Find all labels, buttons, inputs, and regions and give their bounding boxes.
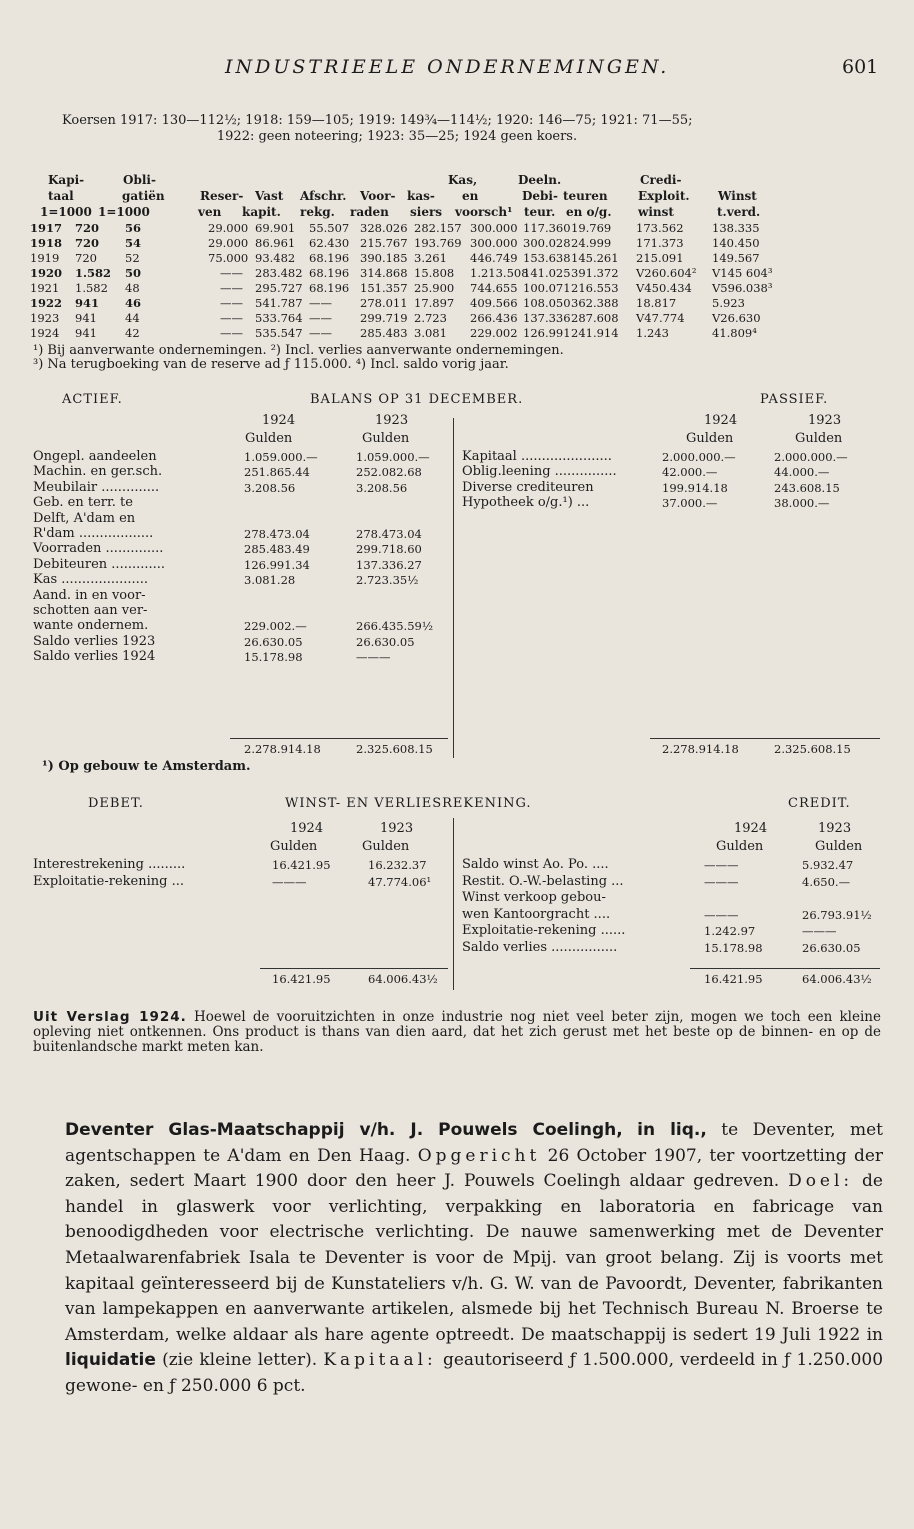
- stats-header-cell: Afschr.: [300, 189, 347, 203]
- stats-cell-voor: 299.719: [360, 311, 408, 325]
- stats-row: [30, 221, 880, 236]
- balans-separator: [453, 418, 454, 758]
- balans-passief-value-1924: 42.000.—: [662, 465, 718, 480]
- winst-debet-total: 16.421.95: [272, 972, 331, 986]
- stats-header-cell: Kapi-: [48, 173, 85, 187]
- stats-cell-deeln: 744.655: [470, 281, 518, 295]
- stats-cell-year: 1920: [30, 266, 63, 280]
- winst-credit-value-1923: 26.630.05: [802, 940, 861, 955]
- balans-actief-value-1923: 278.473.04: [356, 527, 422, 541]
- balans-actief-label: Ongepl. aandeelen: [33, 449, 157, 464]
- stats-cell-winst: 140.450: [712, 236, 760, 250]
- stats-cell-deeln: 300.000: [470, 236, 518, 250]
- company-name: Deventer Glas-Maatschappij v/h. J. Pouwels Coelingh,: [65, 1120, 623, 1140]
- stats-cell-afs: 68.196: [309, 281, 350, 295]
- stats-cell-kas: 25.900: [414, 281, 455, 295]
- stats-header-cell: Winst: [718, 189, 757, 203]
- verslag-lead: Uit Verslag 1924.: [33, 1009, 187, 1025]
- stats-cell-voor: 328.026: [360, 221, 408, 235]
- balans-actief-value-1923: 2.723.35½: [356, 573, 419, 588]
- balans-actief-value-1924: 229.002.—: [244, 619, 307, 634]
- stats-header-cell: Reser-: [200, 189, 244, 203]
- debet-year-1923: 1923: [380, 821, 414, 836]
- stats-cell-vast: 295.727: [255, 281, 303, 295]
- stats-cell-cred: 241.914: [571, 326, 619, 340]
- stats-cell-vast: 533.764: [255, 311, 303, 325]
- winst-debet-value-1923: 47.774.06¹: [368, 875, 432, 889]
- stats-cell-vast: 535.547: [255, 326, 303, 340]
- stats-cell-res: ——: [220, 266, 243, 280]
- winst-debet-label: Interestrekening .........: [33, 857, 186, 872]
- stats-cell-obl: 54: [125, 236, 142, 250]
- actief-unit-1923: Gulden: [362, 431, 410, 446]
- deventer-text-4: (zie kleine letter).: [162, 1350, 318, 1371]
- balans-passief-value-1924: 199.914.18: [662, 480, 728, 495]
- stats-cell-deb: 137.336: [523, 311, 571, 325]
- stats-header-row: [30, 173, 880, 189]
- stats-cell-deb: 117.360: [523, 221, 571, 235]
- stats-cell-deeln: 409.566: [470, 296, 518, 310]
- stats-cell-cred: 24.999: [571, 236, 612, 250]
- balans-title: BALANS OP 31 DECEMBER.: [310, 392, 524, 407]
- winst-credit-label: wen Kantoorgracht ....: [462, 906, 611, 922]
- stats-cell-cred: 362.388: [571, 296, 619, 310]
- stats-cell-res: ——: [220, 296, 243, 310]
- stats-table: [30, 173, 880, 341]
- stats-cell-res: ——: [220, 326, 243, 340]
- credit-year-1924: 1924: [734, 821, 768, 836]
- stats-header-cell: raden: [350, 205, 389, 219]
- balans-actief-value-1923: 26.630.05: [356, 634, 415, 649]
- stats-cell-expl: 215.091: [636, 251, 684, 265]
- koersen-line: [62, 113, 882, 145]
- stats-cell-year: 1922: [30, 296, 63, 310]
- balans-actief-label: Debiteuren .............: [33, 556, 166, 572]
- stats-cell-afs: ——: [309, 311, 332, 325]
- stats-cell-obl: 46: [125, 296, 142, 310]
- balans-passief-total: 2.325.608.15: [774, 742, 851, 756]
- stats-cell-expl: V450.434: [636, 281, 692, 295]
- balans-passief-value-1924: 2.000.000.—: [662, 450, 736, 464]
- stats-header-cell: Debi-: [522, 189, 558, 203]
- stats-cell-expl: 18.817: [636, 296, 677, 310]
- debet-unit-1924: Gulden: [270, 839, 318, 854]
- stats-header-cell: ven: [198, 205, 222, 219]
- stats-cell-kap: 941: [75, 296, 100, 310]
- stats-cell-expl: V260.604²: [636, 266, 697, 280]
- stats-cell-deb: 126.991: [523, 326, 571, 340]
- stats-header-cell: kapit.: [242, 205, 281, 219]
- stats-row: [30, 311, 880, 326]
- stats-cell-voor: 151.357: [360, 281, 408, 295]
- stats-cell-res: ——: [220, 311, 243, 325]
- stats-cell-year: 1923: [30, 311, 60, 325]
- kapitaal-label: Kapitaal:: [323, 1350, 437, 1371]
- stats-cell-vast: 69.901: [255, 221, 296, 235]
- stats-cell-deb: 108.050: [523, 296, 571, 310]
- stats-cell-afs: ——: [309, 326, 332, 340]
- deventer-text-3: de handel in glaswerk voor verlichting, verpakking en laboratoria en fabricage van benoodigdheden voor electrische verlichting. De nauwe samenwerking met de Deventer Metaalwarenfabriek Isala te Deventer is voor de Mpij. van groot belang. Zij is voorts met kapitaal geïnteresseerd bij de Kunstateliers v/h. G. W. van de Pavoordt, Deventer, fabrikanten van lampekappen en aanverwante artikelen, alsmede bij het Technisch Bureau N. Broerse te Amsterdam, welke aldaar als hare agente optreedt. De maatschappij is sedert 19 Juli 1922 in: [65, 1171, 883, 1345]
- balans-actief-value-1923: 137.336.27: [356, 557, 422, 572]
- stats-header-cell: 1=1000: [40, 205, 92, 219]
- stats-cell-cred: 287.608: [571, 311, 619, 325]
- winst-credit-label: Saldo verlies ................: [462, 939, 618, 955]
- balans-passief-label: Oblig.leening ...............: [462, 464, 617, 480]
- stats-cell-expl: 1.243: [636, 326, 669, 340]
- stats-cell-kas: 15.808: [414, 266, 455, 280]
- winst-debet-value-1924: ———: [272, 875, 307, 889]
- stats-header-cell: teuren: [563, 189, 608, 203]
- stats-cell-voor: 314.868: [360, 266, 408, 280]
- balans-passief-value-1923: 2.000.000.—: [774, 450, 848, 464]
- stats-header-cell: Voor-: [360, 189, 396, 203]
- credit-title: CREDIT.: [788, 796, 851, 811]
- stats-row: [30, 236, 880, 251]
- winst-debet-label: Exploitatie-rekening ...: [33, 874, 184, 889]
- balans-passief-value-1923: 38.000.—: [774, 496, 830, 511]
- stats-cell-winst: V596.038³: [712, 281, 773, 295]
- winst-credit-value-1924: ———: [704, 874, 739, 889]
- stats-header-cell: en: [462, 189, 479, 203]
- stats-header-cell: gatiën: [122, 189, 165, 203]
- winst-title: WINST- EN VERLIESREKENING.: [285, 796, 532, 811]
- balans-actief-value-1924: 3.081.28: [244, 573, 296, 588]
- deventer-entry: [65, 1118, 883, 1400]
- stats-cell-kas: 17.897: [414, 296, 455, 310]
- page-number: 601: [842, 56, 879, 78]
- stats-cell-deb: 141.025: [523, 266, 571, 280]
- liquidatie-word: liquidatie: [65, 1350, 156, 1371]
- stats-cell-cred: 19.769: [571, 221, 612, 235]
- stats-cell-winst: 149.567: [712, 251, 760, 265]
- stats-cell-kas: 282.157: [414, 221, 462, 235]
- balans-actief-value-1924: 278.473.04: [244, 527, 310, 541]
- balans-actief-label: Geb. en terr. te: [33, 495, 133, 511]
- stats-cell-obl: 44: [125, 311, 140, 325]
- stats-cell-kas: 193.769: [414, 236, 462, 250]
- stats-header-cell: teur.: [524, 205, 556, 219]
- running-title: INDUSTRIEELE ONDERNEMINGEN.: [225, 56, 670, 78]
- stats-cell-winst: V145 604³: [712, 266, 773, 280]
- stats-cell-afs: 68.196: [309, 251, 350, 265]
- stats-header-cell: en o/g.: [566, 205, 612, 219]
- stats-cell-year: 1917: [30, 221, 63, 235]
- balans-actief-label: Saldo verlies 1924: [33, 649, 156, 665]
- balans-actief-value-1924: 126.991.34: [244, 557, 310, 572]
- actief-year-1924: 1924: [262, 413, 296, 428]
- stats-cell-deeln: 446.749: [470, 251, 518, 265]
- koersen-line-1: Koersen 1917: 130—112½; 1918: 159—105; 1919: 149¾—114½; 1920: 146—75; 1921: 71—55;: [62, 113, 693, 128]
- credit-year-1923: 1923: [818, 821, 852, 836]
- winst-credit-value-1924: ———: [704, 907, 739, 922]
- passief-unit-1923: Gulden: [795, 431, 843, 446]
- stats-row: [30, 251, 880, 266]
- stats-row: [30, 296, 880, 311]
- stats-cell-deb: 153.638: [523, 251, 571, 265]
- stats-cell-deeln: 229.002: [470, 326, 518, 340]
- balans-actief-label: schotten aan ver-: [33, 603, 148, 618]
- debet-title: DEBET.: [88, 796, 144, 811]
- actief-unit-1924: Gulden: [245, 431, 293, 446]
- stats-cell-year: 1924: [30, 326, 60, 340]
- stats-cell-obl: 56: [125, 221, 142, 235]
- stats-cell-expl: V47.774: [636, 311, 685, 325]
- debet-unit-1923: Gulden: [362, 839, 410, 854]
- credit-unit-1923: Gulden: [815, 839, 863, 854]
- winst-credit-total: 64.006.43½: [802, 972, 872, 986]
- balans-actief-value-1923: 3.208.56: [356, 480, 408, 495]
- stats-header-cell: Obli-: [123, 173, 156, 187]
- balans-actief-value-1924: 26.630.05: [244, 634, 303, 649]
- stats-header-row: [30, 205, 880, 221]
- actief-title: ACTIEF.: [62, 392, 123, 407]
- stats-header-cell: voorsch¹: [455, 205, 513, 219]
- stats-cell-res: 75.000: [208, 251, 249, 265]
- stats-cell-afs: 68.196: [309, 266, 350, 280]
- deventer-text-1: te Deventer, met agentschappen te A'dam en Den Haag.: [65, 1120, 883, 1166]
- stats-cell-afs: 62.430: [309, 236, 350, 250]
- winst-debet-total: 64.006.43½: [368, 972, 438, 986]
- deventer-text-5: geautoriseerd ƒ 1.500.000, verdeeld in ƒ 1.250.000 gewone- en ƒ 250.000 6 pct.: [65, 1350, 884, 1396]
- passief-unit-1924: Gulden: [686, 431, 734, 446]
- balans-actief-value-1923: 1.059.000.—: [356, 450, 430, 464]
- stats-cell-afs: ——: [309, 296, 332, 310]
- stats-header-cell: rekg.: [300, 205, 335, 219]
- winst-credit-label: Exploitatie-rekening ......: [462, 923, 626, 938]
- stats-header-cell: taal: [48, 189, 74, 203]
- balans-actief-value-1924: 3.208.56: [244, 480, 296, 495]
- balans-actief-label: wante ondernem.: [33, 618, 149, 634]
- stats-cell-winst: 5.923: [712, 296, 745, 310]
- stats-cell-voor: 215.767: [360, 236, 408, 250]
- in-liquidatie-mark: in liq.,: [637, 1120, 707, 1140]
- stats-cell-cred: 216.553: [571, 281, 619, 295]
- winst-debet-total-rule: [260, 968, 448, 969]
- winst-separator: [453, 818, 454, 990]
- stats-header-cell: 1=1000: [98, 205, 150, 219]
- stats-cell-deb: 300.028: [523, 236, 571, 250]
- stats-cell-kap: 720: [75, 221, 100, 235]
- opgericht-label: Opgericht: [417, 1145, 541, 1166]
- stats-cell-kas: 2.723: [414, 311, 447, 325]
- balans-passief-label: Hypotheek o/g.¹) ...: [462, 495, 590, 511]
- stats-cell-kas: 3.261: [414, 251, 447, 265]
- balans-actief-value-1924: 15.178.98: [244, 650, 303, 665]
- stats-row: [30, 281, 880, 296]
- verslag-paragraph: [33, 1010, 881, 1055]
- balans-actief-value-1924: 285.483.49: [244, 542, 310, 557]
- passief-year-1924: 1924: [704, 413, 738, 428]
- stats-header-row: [30, 189, 880, 205]
- balans-actief-label: R'dam ..................: [33, 526, 154, 541]
- balans-actief-total: 2.325.608.15: [356, 742, 433, 756]
- winst-credit-value-1924: ———: [704, 858, 739, 872]
- balans-passief-value-1923: 44.000.—: [774, 465, 830, 480]
- balans-actief-value-1924: 251.865.44: [244, 465, 310, 480]
- stats-header-cell: Exploit.: [638, 189, 690, 203]
- stats-cell-vast: 86.961: [255, 236, 296, 250]
- stats-cell-deeln: 266.436: [470, 311, 518, 325]
- koersen-line-2: 1922: geen noteering; 1923: 35—25; 1924 geen koers.: [216, 129, 578, 144]
- balans-actief-total: 2.278.914.18: [244, 742, 321, 756]
- stats-cell-winst: 41.809⁴: [712, 326, 757, 340]
- stats-cell-expl: 173.562: [636, 221, 684, 235]
- stats-header-cell: Credi-: [640, 173, 682, 187]
- winst-credit-label: Saldo winst Ao. Po. ....: [462, 857, 609, 872]
- credit-unit-1924: Gulden: [716, 839, 764, 854]
- stats-cell-obl: 48: [125, 281, 140, 295]
- stats-cell-afs: 55.507: [309, 221, 350, 235]
- stats-cell-obl: 52: [125, 251, 140, 265]
- stats-cell-obl: 50: [125, 266, 142, 280]
- winst-credit-total: 16.421.95: [704, 972, 763, 986]
- balans-actief-value-1924: 1.059.000.—: [244, 450, 318, 464]
- stats-note-1: ¹) Bij aanverwante ondernemingen. ²) Incl. verlies aanverwante ondernemingen.: [33, 343, 564, 358]
- passief-year-1923: 1923: [808, 413, 842, 428]
- deventer-text-2: 26 October 1907, ter voortzetting der zaken, sedert Maart 1900 door den heer J. Pouwels Coelingh aldaar gedreven.: [65, 1145, 884, 1192]
- stats-cell-voor: 285.483: [360, 326, 408, 340]
- balans-actief-label: Meubilair ..............: [33, 479, 160, 495]
- winst-credit-value-1923: 26.793.91½: [802, 907, 872, 922]
- actief-year-1923: 1923: [375, 413, 409, 428]
- balans-passief-value-1924: 37.000.—: [662, 496, 718, 511]
- balans-passief-label: Kapitaal ......................: [462, 449, 612, 464]
- stats-cell-deb: 100.071: [523, 281, 571, 295]
- winst-credit-value-1923: ———: [802, 924, 837, 938]
- debet-year-1924: 1924: [290, 821, 324, 836]
- stats-header-cell: Vast: [255, 189, 284, 203]
- stats-cell-kap: 1.582: [75, 281, 108, 295]
- stats-cell-year: 1921: [30, 281, 60, 295]
- balans-passief-value-1923: 243.608.15: [774, 480, 840, 495]
- winst-debet-value-1923: 16.232.37: [368, 858, 427, 872]
- stats-header-cell: Kas,: [448, 173, 478, 187]
- stats-cell-obl: 42: [125, 326, 140, 340]
- stats-cell-year: 1918: [30, 236, 63, 250]
- verslag-text: Hoewel de vooruitzichten in onze industrie nog niet veel beter zijn, mogen we toch een kleine opleving niet ontkennen. Ons product is thans van dien aard, dat het zich gerust met het beste op de binnen- en op de buitenlandsche markt meten kan.: [33, 1009, 881, 1055]
- stats-cell-kap: 941: [75, 326, 97, 340]
- stats-cell-winst: 138.335: [712, 221, 760, 235]
- stats-cell-vast: 283.482: [255, 266, 303, 280]
- balans-actief-label: Voorraden ..............: [33, 541, 164, 557]
- stats-cell-voor: 278.011: [360, 296, 408, 310]
- stats-header-cell: t.verd.: [717, 205, 761, 219]
- stats-cell-res: 29.000: [208, 236, 249, 250]
- balans-passief-label: Diverse crediteuren: [462, 479, 594, 495]
- stats-cell-voor: 390.185: [360, 251, 408, 265]
- stats-cell-kap: 720: [75, 251, 97, 265]
- stats-cell-kap: 1.582: [75, 266, 112, 280]
- stats-cell-vast: 541.787: [255, 296, 303, 310]
- stats-header-cell: kas-: [407, 189, 435, 203]
- balans-actief-value-1923: ———: [356, 650, 391, 665]
- balans-passief-total: 2.278.914.18: [662, 742, 739, 756]
- balans-actief-label: Kas .....................: [33, 572, 149, 588]
- stats-cell-res: ——: [220, 281, 243, 295]
- balans-actief-label: Machin. en ger.sch.: [33, 464, 163, 480]
- balans-actief-value-1923: 299.718.60: [356, 542, 422, 557]
- stats-cell-kas: 3.081: [414, 326, 447, 340]
- stats-header-cell: winst: [638, 205, 674, 219]
- balans-actief-label: Aand. in en voor-: [33, 587, 146, 603]
- stats-cell-cred: 391.372: [571, 266, 619, 280]
- stats-cell-cred: 145.261: [571, 251, 619, 265]
- stats-cell-deeln: 300.000: [470, 221, 518, 235]
- balans-actief-value-1923: 266.435.59½: [356, 619, 433, 634]
- stats-cell-kap: 941: [75, 311, 97, 325]
- stats-row: [30, 266, 880, 281]
- balans-actief-total-rule: [230, 738, 448, 739]
- stats-cell-vast: 93.482: [255, 251, 296, 265]
- winst-credit-value-1924: 15.178.98: [704, 940, 763, 955]
- stats-cell-expl: 171.373: [636, 236, 684, 250]
- stats-note-2: ³) Na terugboeking van de reserve ad ƒ 115.000. ⁴) Incl. saldo vorig jaar.: [33, 357, 509, 372]
- winst-credit-label: Winst verkoop gebou-: [462, 890, 606, 905]
- winst-debet-value-1924: 16.421.95: [272, 858, 331, 872]
- balans-actief-value-1923: 252.082.68: [356, 465, 422, 480]
- stats-cell-winst: V26.630: [712, 311, 761, 325]
- stats-cell-kap: 720: [75, 236, 100, 250]
- winst-credit-total-rule: [690, 968, 880, 969]
- winst-credit-label: Restit. O.-W.-belasting ...: [462, 873, 624, 889]
- stats-cell-deeln: 1.213.508: [470, 266, 529, 280]
- stats-row: [30, 326, 880, 341]
- balans-actief-label: Delft, A'dam en: [33, 510, 136, 526]
- winst-credit-value-1923: 4.650.—: [802, 874, 851, 889]
- stats-header-cell: siers: [410, 205, 443, 219]
- passief-title: PASSIEF.: [760, 392, 829, 407]
- balans-actief-label: Saldo verlies 1923: [33, 633, 156, 649]
- winst-credit-value-1924: 1.242.97: [704, 924, 756, 938]
- stats-header-cell: Deeln.: [518, 173, 562, 187]
- stats-cell-res: 29.000: [208, 221, 249, 235]
- balans-footnote: ¹) Op gebouw te Amsterdam.: [42, 759, 251, 774]
- balans-passief-total-rule: [650, 738, 880, 739]
- stats-cell-year: 1919: [30, 251, 60, 265]
- doel-label: Doel:: [788, 1171, 854, 1192]
- winst-credit-value-1923: 5.932.47: [802, 858, 854, 872]
